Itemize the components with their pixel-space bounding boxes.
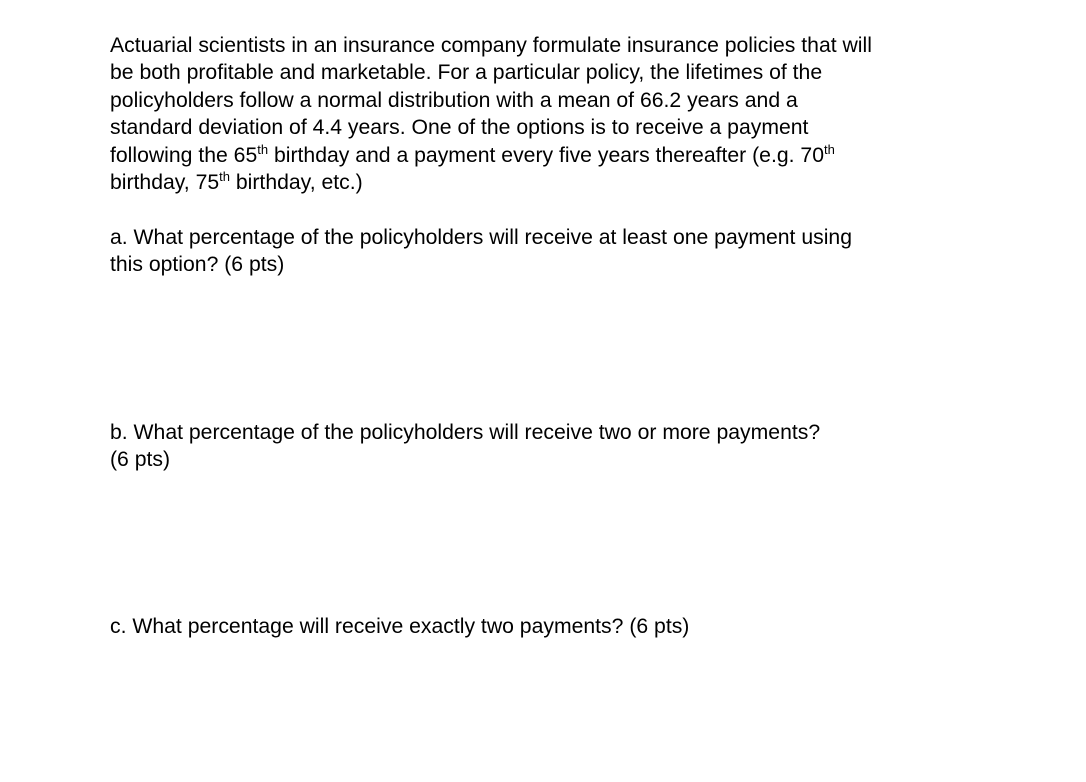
question-line: a. What percentage of the policyholders will receive at least one payment using <box>110 226 852 249</box>
question-line: this option? (6 pts) <box>110 253 285 277</box>
question-c <box>110 613 689 640</box>
question-b <box>110 419 820 474</box>
ordinal-suffix: th <box>257 141 269 157</box>
problem-statement <box>110 32 1010 196</box>
statement-line: be both profitable and marketable. For a particular policy, the lifetimes of the <box>110 61 823 85</box>
statement-line <box>110 142 1010 169</box>
question-line: (6 pts) <box>110 448 171 472</box>
question-line: b. What percentage of the policyholders will receive two or more payments? <box>110 421 821 444</box>
statement-line: standard deviation of 4.4 years. One of the options is to receive a payment <box>110 116 809 140</box>
statement-text: birthday, etc.) <box>230 171 363 195</box>
statement-line: Actuarial scientists in an insurance company formulate insurance policies that will <box>110 34 872 57</box>
statement-text: following the 65 <box>110 143 258 167</box>
statement-text: birthday, 75 <box>110 171 220 195</box>
statement-line: policyholders follow a normal distribution with a mean of 66.2 years and a <box>110 88 798 112</box>
statement-line <box>110 169 1010 196</box>
question-a <box>110 224 852 279</box>
question-line: c. What percentage will receive exactly two payments? (6 pts) <box>110 615 690 638</box>
document-page <box>110 32 1010 638</box>
statement-text: birthday and a payment every five years thereafter (e.g. 70 <box>268 143 824 167</box>
ordinal-suffix: th <box>823 141 835 157</box>
ordinal-suffix: th <box>219 169 230 185</box>
